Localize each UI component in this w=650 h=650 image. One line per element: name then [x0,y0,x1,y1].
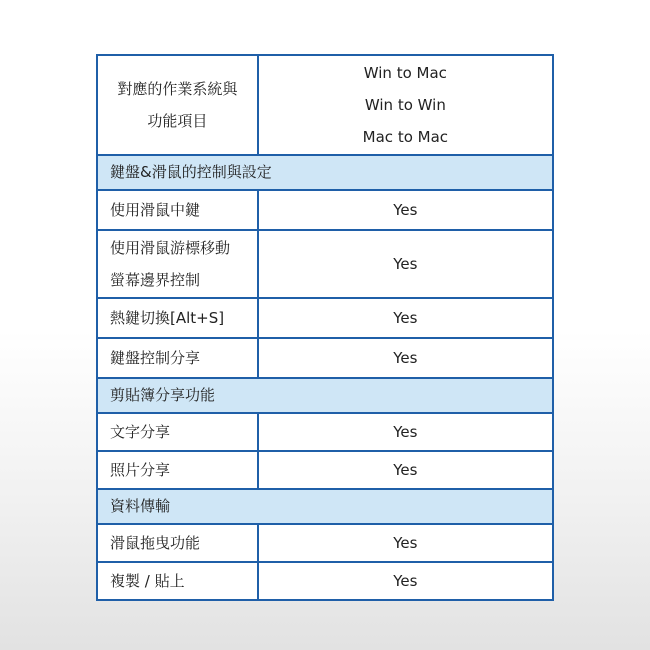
table-row [97,190,553,230]
support-value: Yes [258,524,553,562]
feature-label-line: 螢幕邊界控制 [110,271,201,289]
table-row [97,298,553,338]
table-row [97,524,553,562]
section-header-row [97,489,553,524]
feature-label: 熱鍵切換[Alt+S] [97,298,258,338]
support-value: Yes [258,451,553,489]
feature-label: 文字分享 [97,413,258,451]
table-row [97,413,553,451]
section-title: 資料傳輸 [97,489,553,524]
feature-label: 照片分享 [97,451,258,489]
table-row [97,230,553,298]
header-right-cell [258,55,553,155]
support-value: Yes [258,230,553,298]
feature-label: 滑鼠拖曳功能 [97,524,258,562]
table-row [97,451,553,489]
table-row [97,562,553,600]
header-left-line: 對應的作業系統與 [117,80,238,98]
header-left-line: 功能項目 [147,112,208,130]
os-pair-label: Win to Mac [363,64,447,82]
support-value: Yes [258,298,553,338]
feature-label-line: 使用滑鼠游標移動 [110,239,231,257]
support-value: Yes [258,338,553,378]
section-header-row [97,378,553,413]
support-value: Yes [258,190,553,230]
support-value: Yes [258,562,553,600]
section-title: 鍵盤&滑鼠的控制與設定 [97,155,553,190]
table-row [97,338,553,378]
os-pair-label: Mac to Mac [362,128,449,146]
section-title: 剪貼簿分享功能 [97,378,553,413]
section-header-row [97,155,553,190]
feature-label: 複製 / 貼上 [97,562,258,600]
feature-label: 使用滑鼠中鍵 [97,190,258,230]
header-left-cell [97,55,258,155]
table-header-row [97,55,553,155]
os-pair-label: Win to Win [364,96,446,114]
support-value: Yes [258,413,553,451]
feature-support-table [96,54,554,601]
feature-label [97,230,258,298]
feature-label: 鍵盤控制分享 [97,338,258,378]
